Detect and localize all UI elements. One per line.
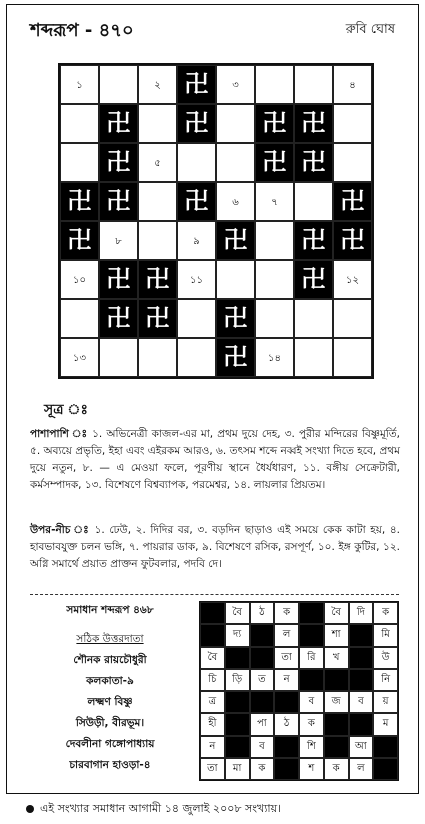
block-cell xyxy=(177,182,216,221)
solution-cell: ঠ xyxy=(250,602,275,624)
solution-label: সমাধান শব্দরূপ ৪৬৮ xyxy=(66,604,154,616)
swirl-ornament-icon: 卍 xyxy=(223,304,248,332)
puzzle-title: শব্দরূপ - ৪৭০ xyxy=(30,20,134,41)
footer-text: এই সংখ্যার সমাধান আগামী ১৪ জুলাই ২০০৮ সংখ্যায়। xyxy=(40,802,282,815)
solution-block-cell xyxy=(225,736,250,758)
down-label: উপর-নীচ ঃ xyxy=(30,524,90,536)
solution-cell: শ xyxy=(299,758,324,780)
grid-cell[interactable] xyxy=(216,260,255,299)
block-cell xyxy=(99,299,138,338)
solution-cell: য় xyxy=(373,691,398,713)
grid-cell[interactable] xyxy=(177,299,216,338)
swirl-ornament-icon: 卍 xyxy=(184,187,209,215)
block-cell xyxy=(177,65,216,104)
solution-cell: ক xyxy=(299,713,324,735)
swirl-ornament-icon: 卍 xyxy=(301,109,326,137)
clue-number: ১২ xyxy=(346,275,359,286)
solution-block-cell xyxy=(373,736,398,758)
grid-cell[interactable] xyxy=(177,338,216,377)
grid-cell[interactable] xyxy=(99,221,138,260)
clue-number: ১৪ xyxy=(268,353,281,364)
swirl-ornament-icon: 卍 xyxy=(106,304,131,332)
solution-cell: শি xyxy=(299,736,324,758)
swirl-ornament-icon: 卍 xyxy=(106,187,131,215)
grid-cell[interactable] xyxy=(216,65,255,104)
grid-cell[interactable] xyxy=(138,221,177,260)
solution-cell: ব xyxy=(349,691,374,713)
solution-cell: রি xyxy=(299,647,324,669)
block-cell xyxy=(333,182,372,221)
solution-block-cell xyxy=(299,669,324,691)
solution-block-cell xyxy=(349,713,374,735)
grid-cell[interactable] xyxy=(216,143,255,182)
solution-cell: উ xyxy=(373,647,398,669)
block-cell xyxy=(99,104,138,143)
swirl-ornament-icon: 卍 xyxy=(223,226,248,254)
solution-block-cell xyxy=(225,713,250,735)
grid-cell[interactable] xyxy=(138,143,177,182)
solution-block-cell xyxy=(250,691,275,713)
across-clues xyxy=(30,426,400,494)
solution-block-cell xyxy=(250,624,275,646)
solution-cell: ক xyxy=(250,758,275,780)
solution-cell: বৈ xyxy=(200,647,225,669)
grid-cell[interactable] xyxy=(294,338,333,377)
solver-line: দেবলীনা গঙ্গোপাধ্যায় xyxy=(65,738,155,750)
grid-cell[interactable] xyxy=(255,182,294,221)
block-cell xyxy=(99,182,138,221)
solution-block-cell xyxy=(200,602,225,624)
grid-cell[interactable] xyxy=(216,104,255,143)
grid-cell[interactable] xyxy=(99,338,138,377)
swirl-ornament-icon: 卍 xyxy=(67,187,92,215)
grid-cell[interactable] xyxy=(255,65,294,104)
clue-number: ৪ xyxy=(349,80,356,91)
grid-cell[interactable] xyxy=(60,104,99,143)
swirl-ornament-icon: 卍 xyxy=(106,109,131,137)
block-cell xyxy=(255,143,294,182)
solution-block-cell xyxy=(225,691,250,713)
author-name: রুবি ঘোষ xyxy=(345,22,395,37)
grid-cell[interactable] xyxy=(333,299,372,338)
clues-heading: সূত্র ঃ xyxy=(44,402,88,418)
solver-line: চারবাগান হাওড়া-৪ xyxy=(69,759,151,771)
solution-cell: ব xyxy=(299,691,324,713)
swirl-ornament-icon: 卍 xyxy=(223,343,248,371)
block-cell xyxy=(99,260,138,299)
solution-block-cell xyxy=(349,624,374,646)
grid-cell[interactable] xyxy=(255,260,294,299)
solution-cell: ব xyxy=(250,736,275,758)
clue-number: ৫ xyxy=(154,158,161,169)
clue-number: ১ xyxy=(76,80,83,91)
solution-cell: দ্য xyxy=(225,624,250,646)
block-cell xyxy=(60,182,99,221)
block-cell xyxy=(333,221,372,260)
solution-cell: মি xyxy=(373,624,398,646)
grid-cell[interactable] xyxy=(60,65,99,104)
grid-cell[interactable] xyxy=(333,260,372,299)
solution-cell: তা xyxy=(200,758,225,780)
grid-cell[interactable] xyxy=(294,65,333,104)
grid-cell[interactable] xyxy=(255,338,294,377)
solution-cell: ম xyxy=(373,713,398,735)
solution-cell: ন xyxy=(274,669,299,691)
grid-cell[interactable] xyxy=(333,143,372,182)
solution-cell: ল xyxy=(274,624,299,646)
swirl-ornament-icon: 卍 xyxy=(340,226,365,254)
solution-cell: ঠ xyxy=(274,713,299,735)
grid-cell[interactable] xyxy=(255,221,294,260)
solution-block-cell xyxy=(274,758,299,780)
block-cell xyxy=(294,260,333,299)
solution-block-cell xyxy=(274,691,299,713)
swirl-ornament-icon: 卍 xyxy=(262,109,287,137)
grid-cell[interactable] xyxy=(138,338,177,377)
grid-cell[interactable] xyxy=(255,299,294,338)
clue-number: ৬ xyxy=(232,197,239,208)
solution-cell: বৈ xyxy=(225,602,250,624)
swirl-ornament-icon: 卍 xyxy=(67,226,92,254)
grid-cell[interactable] xyxy=(60,260,99,299)
grid-cell[interactable] xyxy=(216,182,255,221)
solution-panel xyxy=(20,600,200,776)
solution-block-cell xyxy=(200,624,225,646)
swirl-ornament-icon: 卍 xyxy=(301,148,326,176)
solution-cell: আ xyxy=(349,736,374,758)
solution-cell: ড়ি xyxy=(225,669,250,691)
clue-number: ৭ xyxy=(271,197,278,208)
block-cell xyxy=(216,299,255,338)
grid-cell[interactable] xyxy=(333,65,372,104)
grid-cell[interactable] xyxy=(177,143,216,182)
solution-block-cell xyxy=(373,758,398,780)
grid-cell[interactable] xyxy=(333,338,372,377)
solution-block-cell xyxy=(225,647,250,669)
swirl-ornament-icon: 卍 xyxy=(184,70,209,98)
solution-cell: ক xyxy=(274,602,299,624)
block-cell xyxy=(294,104,333,143)
swirl-ornament-icon: 卍 xyxy=(340,187,365,215)
solver-line: সিউড়ী, বীরভূম। xyxy=(75,717,145,729)
swirl-ornament-icon: 卍 xyxy=(301,226,326,254)
grid-cell[interactable] xyxy=(60,143,99,182)
solution-block-cell xyxy=(349,647,374,669)
clue-number: ১১ xyxy=(190,275,203,286)
swirl-ornament-icon: 卍 xyxy=(184,109,209,137)
grid-cell[interactable] xyxy=(60,338,99,377)
clue-number: ১০ xyxy=(73,275,86,286)
block-cell xyxy=(216,338,255,377)
crossword-grid xyxy=(58,63,374,379)
block-cell xyxy=(99,143,138,182)
block-cell xyxy=(60,221,99,260)
swirl-ornament-icon: 卍 xyxy=(262,148,287,176)
solver-line: শৌনক রায়চৌধুরী xyxy=(73,654,147,666)
solution-cell: দি xyxy=(349,602,374,624)
block-cell xyxy=(255,104,294,143)
grid-cell[interactable] xyxy=(138,65,177,104)
solution-block-cell xyxy=(324,736,349,758)
solution-block-cell xyxy=(274,736,299,758)
grid-cell[interactable] xyxy=(333,104,372,143)
grid-cell[interactable] xyxy=(60,299,99,338)
solution-cell: হী xyxy=(200,713,225,735)
swirl-ornament-icon: 卍 xyxy=(106,148,131,176)
solution-cell: ত্র xyxy=(200,691,225,713)
clue-number: ৩ xyxy=(232,80,239,91)
grid-cell[interactable] xyxy=(138,182,177,221)
solution-cell: শা xyxy=(324,624,349,646)
grid-cell[interactable] xyxy=(99,65,138,104)
bullet-icon xyxy=(26,805,34,813)
solution-cell: তা xyxy=(274,647,299,669)
clue-number: ১৩ xyxy=(73,353,86,364)
block-cell xyxy=(177,104,216,143)
grid-cell[interactable] xyxy=(177,221,216,260)
grid-cell[interactable] xyxy=(294,299,333,338)
grid-cell[interactable] xyxy=(294,182,333,221)
grid-cell[interactable] xyxy=(138,104,177,143)
footer-note xyxy=(26,800,281,819)
grid-cell[interactable] xyxy=(177,260,216,299)
solution-cell: ল xyxy=(349,758,374,780)
solvers-heading: সঠিক উত্তরদাতা xyxy=(76,633,144,645)
solution-cell: মা xyxy=(225,758,250,780)
block-cell xyxy=(138,299,177,338)
solution-block-cell xyxy=(324,713,349,735)
solution-block-cell xyxy=(250,647,275,669)
block-cell xyxy=(138,260,177,299)
down-text: ১. ঢেউ, ২. দিদির বর, ৩. বড়দিন ছাড়াও এই সময়ে কেক কাটা হয়, ৪. হাবভাবযুক্ত চলন ভঙ্গি, ৭. পায়রার ডাক, ৯. বিশেষণে রসিক, রসপূর্ণ, ১০. ইঙ্গ কুটির, ১২. অগ্নি সমার্থে প্রয়াত প্রাক্তন ফুটবলার, পদবি দে। xyxy=(30,524,401,570)
solver-line: লক্ষ্মণ বিষ্ণু xyxy=(87,696,133,708)
clue-number: ৮ xyxy=(115,236,122,247)
block-cell xyxy=(216,221,255,260)
block-cell xyxy=(294,221,333,260)
solution-cell: বৈ xyxy=(324,602,349,624)
solution-grid xyxy=(199,601,399,781)
solution-block-cell xyxy=(324,669,349,691)
down-clues xyxy=(30,522,400,573)
block-cell xyxy=(294,143,333,182)
across-text: ১. অভিনেত্রী কাজল-এর মা, প্রথম দুয়ে দেহ, ৩. পুরীর মন্দিরের বিষ্ণুমূর্তি, ৫. অব্যয়ে প্রভৃতি, ইহা এবং এইরকম আরও, ৬. তৎসম শব্দে নব্বই সংখ্যা দিতে হবে, প্রথম দুয়ে নতুন, ৮. — এ মেওয়া ফলে, পূরণীয় স্থানে ধৈর্যধারণ, ১১. বঙ্গীয় সেক্রেটারী, কর্মসম্পাদক, ১৩. বিশেষণে বিশ্বব্যাপক, পরমেশ্বর, ১৪. লায়লার প্রিয়তম। xyxy=(30,428,400,491)
swirl-ornament-icon: 卍 xyxy=(106,265,131,293)
solution-block-cell xyxy=(299,602,324,624)
solution-cell: ক xyxy=(324,758,349,780)
solution-block-cell xyxy=(299,624,324,646)
swirl-ornament-icon: 卍 xyxy=(301,265,326,293)
solution-cell: খ xyxy=(324,647,349,669)
solution-cell: নি xyxy=(373,669,398,691)
clue-number: ২ xyxy=(154,80,161,91)
solution-block-cell xyxy=(349,669,374,691)
solution-cell: জ xyxy=(324,691,349,713)
divider xyxy=(30,594,399,595)
solution-cell: ত xyxy=(250,669,275,691)
solution-cell: ন xyxy=(200,736,225,758)
across-label: পাশাপাশি ঃ xyxy=(30,428,88,440)
solver-line: কলকাতা-৯ xyxy=(86,675,134,687)
solution-cell: ক xyxy=(373,602,398,624)
swirl-ornament-icon: 卍 xyxy=(145,265,170,293)
solution-cell: চি xyxy=(200,669,225,691)
solution-cell: পা xyxy=(250,713,275,735)
swirl-ornament-icon: 卍 xyxy=(145,304,170,332)
clue-number: ৯ xyxy=(193,236,200,247)
